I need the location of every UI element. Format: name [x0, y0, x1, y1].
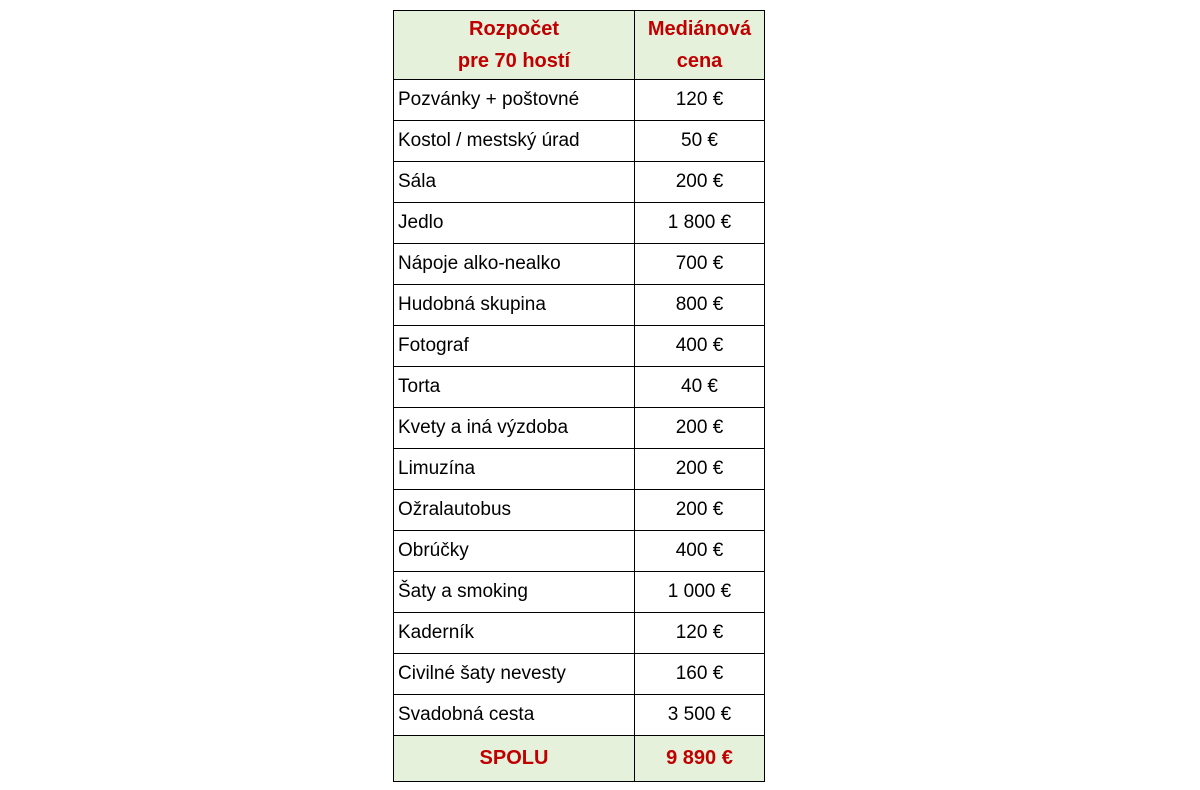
- row-item: Hudobná skupina: [394, 285, 635, 326]
- row-item: Kostol / mestský úrad: [394, 121, 635, 162]
- table-row: [394, 572, 765, 613]
- row-item: Šaty a smoking: [394, 572, 635, 613]
- total-price: 9 890 €: [635, 736, 765, 782]
- row-price: 400 €: [635, 531, 765, 572]
- header-price-line1: Mediánová: [647, 18, 752, 40]
- row-item: Sála: [394, 162, 635, 203]
- table-row: [394, 490, 765, 531]
- table-row: [394, 162, 765, 203]
- table-row: [394, 285, 765, 326]
- row-price: 800 €: [635, 285, 765, 326]
- row-item: Limuzína: [394, 449, 635, 490]
- row-price: 3 500 €: [635, 695, 765, 736]
- table-header-row: [394, 11, 765, 80]
- row-item: Fotograf: [394, 326, 635, 367]
- table-row: [394, 695, 765, 736]
- budget-table: [393, 10, 765, 782]
- row-item: Jedlo: [394, 203, 635, 244]
- row-item: Nápoje alko-nealko: [394, 244, 635, 285]
- row-item: Svadobná cesta: [394, 695, 635, 736]
- total-row: [394, 736, 765, 782]
- row-item: Pozvánky + poštovné: [394, 80, 635, 121]
- row-price: 120 €: [635, 613, 765, 654]
- total-label: SPOLU: [394, 736, 635, 782]
- table-row: [394, 367, 765, 408]
- table-row: [394, 408, 765, 449]
- header-budget-line1: Rozpočet: [469, 18, 559, 40]
- row-price: 50 €: [635, 121, 765, 162]
- row-price: 40 €: [635, 367, 765, 408]
- table-row: [394, 654, 765, 695]
- row-price: 200 €: [635, 408, 765, 449]
- table-row: [394, 203, 765, 244]
- row-price: 1 000 €: [635, 572, 765, 613]
- row-price: 200 €: [635, 449, 765, 490]
- table-row: [394, 121, 765, 162]
- row-price: 200 €: [635, 162, 765, 203]
- header-budget: [394, 11, 635, 80]
- row-item: Civilné šaty nevesty: [394, 654, 635, 695]
- row-item: Kvety a iná výzdoba: [394, 408, 635, 449]
- table-row: [394, 613, 765, 654]
- header-price-line2: cena: [676, 50, 723, 72]
- row-price: 1 800 €: [635, 203, 765, 244]
- row-price: 160 €: [635, 654, 765, 695]
- row-item: Ožralautobus: [394, 490, 635, 531]
- row-price: 400 €: [635, 326, 765, 367]
- row-item: Torta: [394, 367, 635, 408]
- row-item: Kaderník: [394, 613, 635, 654]
- header-median-price: [635, 11, 765, 80]
- row-price: 700 €: [635, 244, 765, 285]
- table-row: [394, 449, 765, 490]
- row-item: Obrúčky: [394, 531, 635, 572]
- table-row: [394, 244, 765, 285]
- table-row: [394, 531, 765, 572]
- row-price: 120 €: [635, 80, 765, 121]
- header-budget-line2: pre 70 hostí: [457, 50, 571, 72]
- table-row: [394, 326, 765, 367]
- table-row: [394, 80, 765, 121]
- row-price: 200 €: [635, 490, 765, 531]
